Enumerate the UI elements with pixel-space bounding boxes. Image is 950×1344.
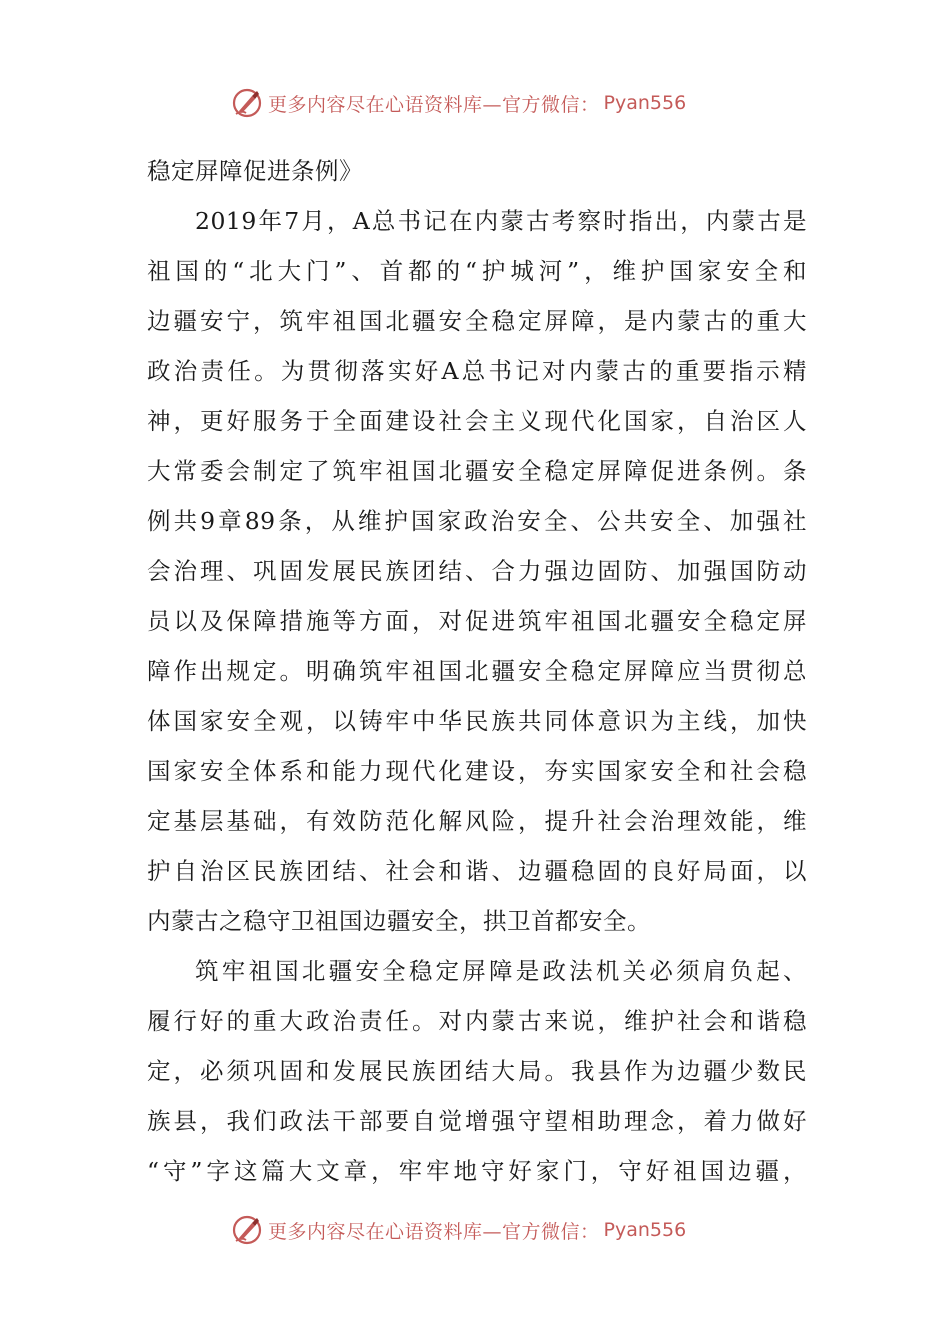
text-line: 祖国的“北大门”、首都的“护城河”，维护国家安全和 (147, 257, 807, 285)
pen-logo-icon (230, 86, 264, 120)
text-line: 2019年7月，A总书记在内蒙古考察时指出，内蒙古是 (195, 207, 807, 235)
text-line: 障作出规定。明确筑牢祖国北疆安全稳定屏障应当贯彻总 (147, 657, 807, 685)
text-line: 神，更好服务于全面建设社会主义现代化国家，自治区人 (147, 407, 807, 435)
text-line: “守”字这篇大文章，牢牢地守好家门，守好祖国边疆， (147, 1157, 807, 1185)
text-line: 员以及保障措施等方面，对促进筑牢祖国北疆安全稳定屏 (147, 607, 807, 635)
text-line: 定，必须巩固和发展民族团结大局。我县作为边疆少数民 (147, 1057, 807, 1085)
text-line: 履行好的重大政治责任。对内蒙古来说，维护社会和谐稳 (147, 1007, 807, 1035)
text-line: 筑牢祖国北疆安全稳定屏障是政法机关必须肩负起、 (195, 957, 807, 985)
watermark-handle: Pyan556 (603, 1219, 687, 1241)
text-line: 护自治区民族团结、社会和谐、边疆稳固的良好局面，以 (147, 857, 807, 885)
text-line: 定基层基础，有效防范化解风险，提升社会治理效能，维 (147, 807, 807, 835)
watermark-handle: Pyan556 (603, 92, 687, 114)
footer-watermark (230, 1213, 686, 1247)
text-line: 例共9章89条，从维护国家政治安全、公共安全、加强社 (147, 507, 807, 535)
watermark-text: 更多内容尽在心语资料库—官方微信： (268, 1220, 600, 1243)
document-body (147, 148, 807, 1198)
text-line: 内蒙古之稳守卫祖国边疆安全，拱卫首都安全。 (147, 907, 651, 935)
text-line: 体国家安全观，以铸牢中华民族共同体意识为主线，加快 (147, 707, 807, 735)
text-line: 大常委会制定了筑牢祖国北疆安全稳定屏障促进条例。条 (147, 457, 807, 485)
header-watermark (230, 86, 686, 120)
text-line: 会治理、巩固发展民族团结、合力强边固防、加强国防动 (147, 557, 807, 585)
text-line: 稳定屏障促进条例》 (147, 157, 363, 185)
text-line: 边疆安宁，筑牢祖国北疆安全稳定屏障，是内蒙古的重大 (147, 307, 807, 335)
pen-logo-icon (230, 1213, 264, 1247)
watermark-text: 更多内容尽在心语资料库—官方微信： (268, 93, 600, 116)
text-line: 族县，我们政法干部要自觉增强守望相助理念，着力做好 (147, 1107, 807, 1135)
text-line: 国家安全体系和能力现代化建设，夯实国家安全和社会稳 (147, 757, 807, 785)
text-line: 政治责任。为贯彻落实好A总书记对内蒙古的重要指示精 (147, 357, 807, 385)
